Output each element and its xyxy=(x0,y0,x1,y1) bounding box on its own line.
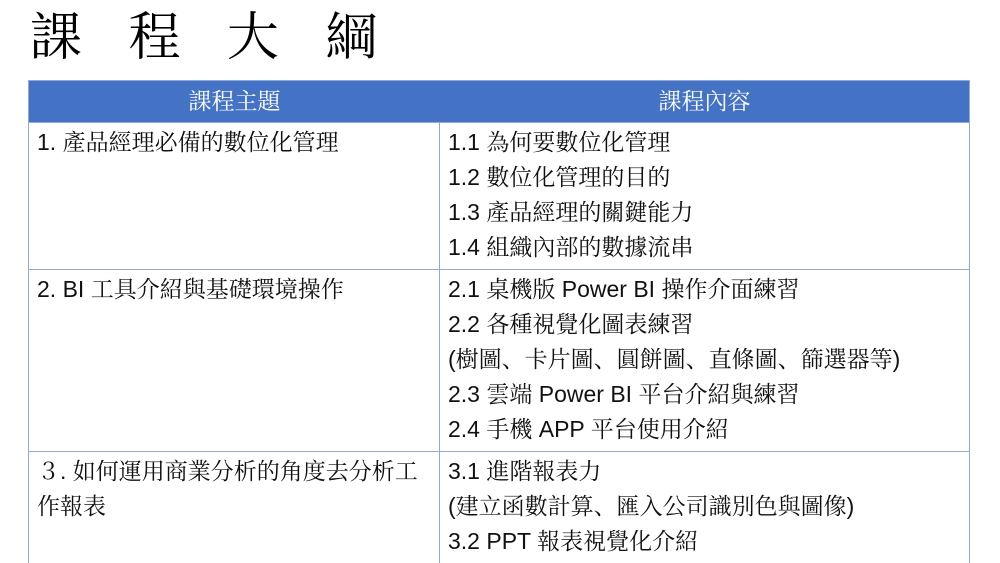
table-header-row xyxy=(29,81,969,122)
topic-cell: 2. BI 工具介紹與基礎環境操作 xyxy=(29,270,440,451)
topic-cell: 1. 產品經理必備的數位化管理 xyxy=(29,123,440,269)
column-header-content: 課程內容 xyxy=(658,88,751,114)
content-line: 3.2 PPT 報表視覺化介紹 xyxy=(448,528,699,554)
topic-cell: ３. 如何運用商業分析的角度去分析工作報表 xyxy=(29,452,440,563)
table-row xyxy=(29,451,969,563)
course-outline-table xyxy=(28,80,970,563)
page-title: 課 程 大 綱 xyxy=(30,9,394,67)
content-line: 1.1 為何要數位化管理 xyxy=(448,129,671,155)
content-line: 2.1 桌機版 Power BI 操作介面練習 xyxy=(448,276,800,302)
content-cell xyxy=(440,270,969,451)
table-row xyxy=(29,122,969,269)
content-line: (樹圖、卡片圖、圓餅圖、直條圖、篩選器等) xyxy=(448,346,901,372)
content-line: 1.4 組織內部的數據流串 xyxy=(448,234,694,260)
content-line: 2.4 手機 APP 平台使用介紹 xyxy=(448,416,729,442)
content-line: 2.3 雲端 Power BI 平台介紹與練習 xyxy=(448,381,800,407)
content-line: (建立函數計算、匯入公司識別色與圖像) xyxy=(448,493,855,519)
content-line: 2.2 各種視覺化圖表練習 xyxy=(448,311,694,337)
content-cell xyxy=(440,452,969,563)
column-header-topic: 課程主題 xyxy=(188,88,281,114)
content-line: 3.1 進階報表力 xyxy=(448,458,602,484)
table-row xyxy=(29,269,969,451)
content-cell xyxy=(440,123,969,269)
content-line: 1.3 產品經理的關鍵能力 xyxy=(448,199,694,225)
content-line: 1.2 數位化管理的目的 xyxy=(448,164,671,190)
